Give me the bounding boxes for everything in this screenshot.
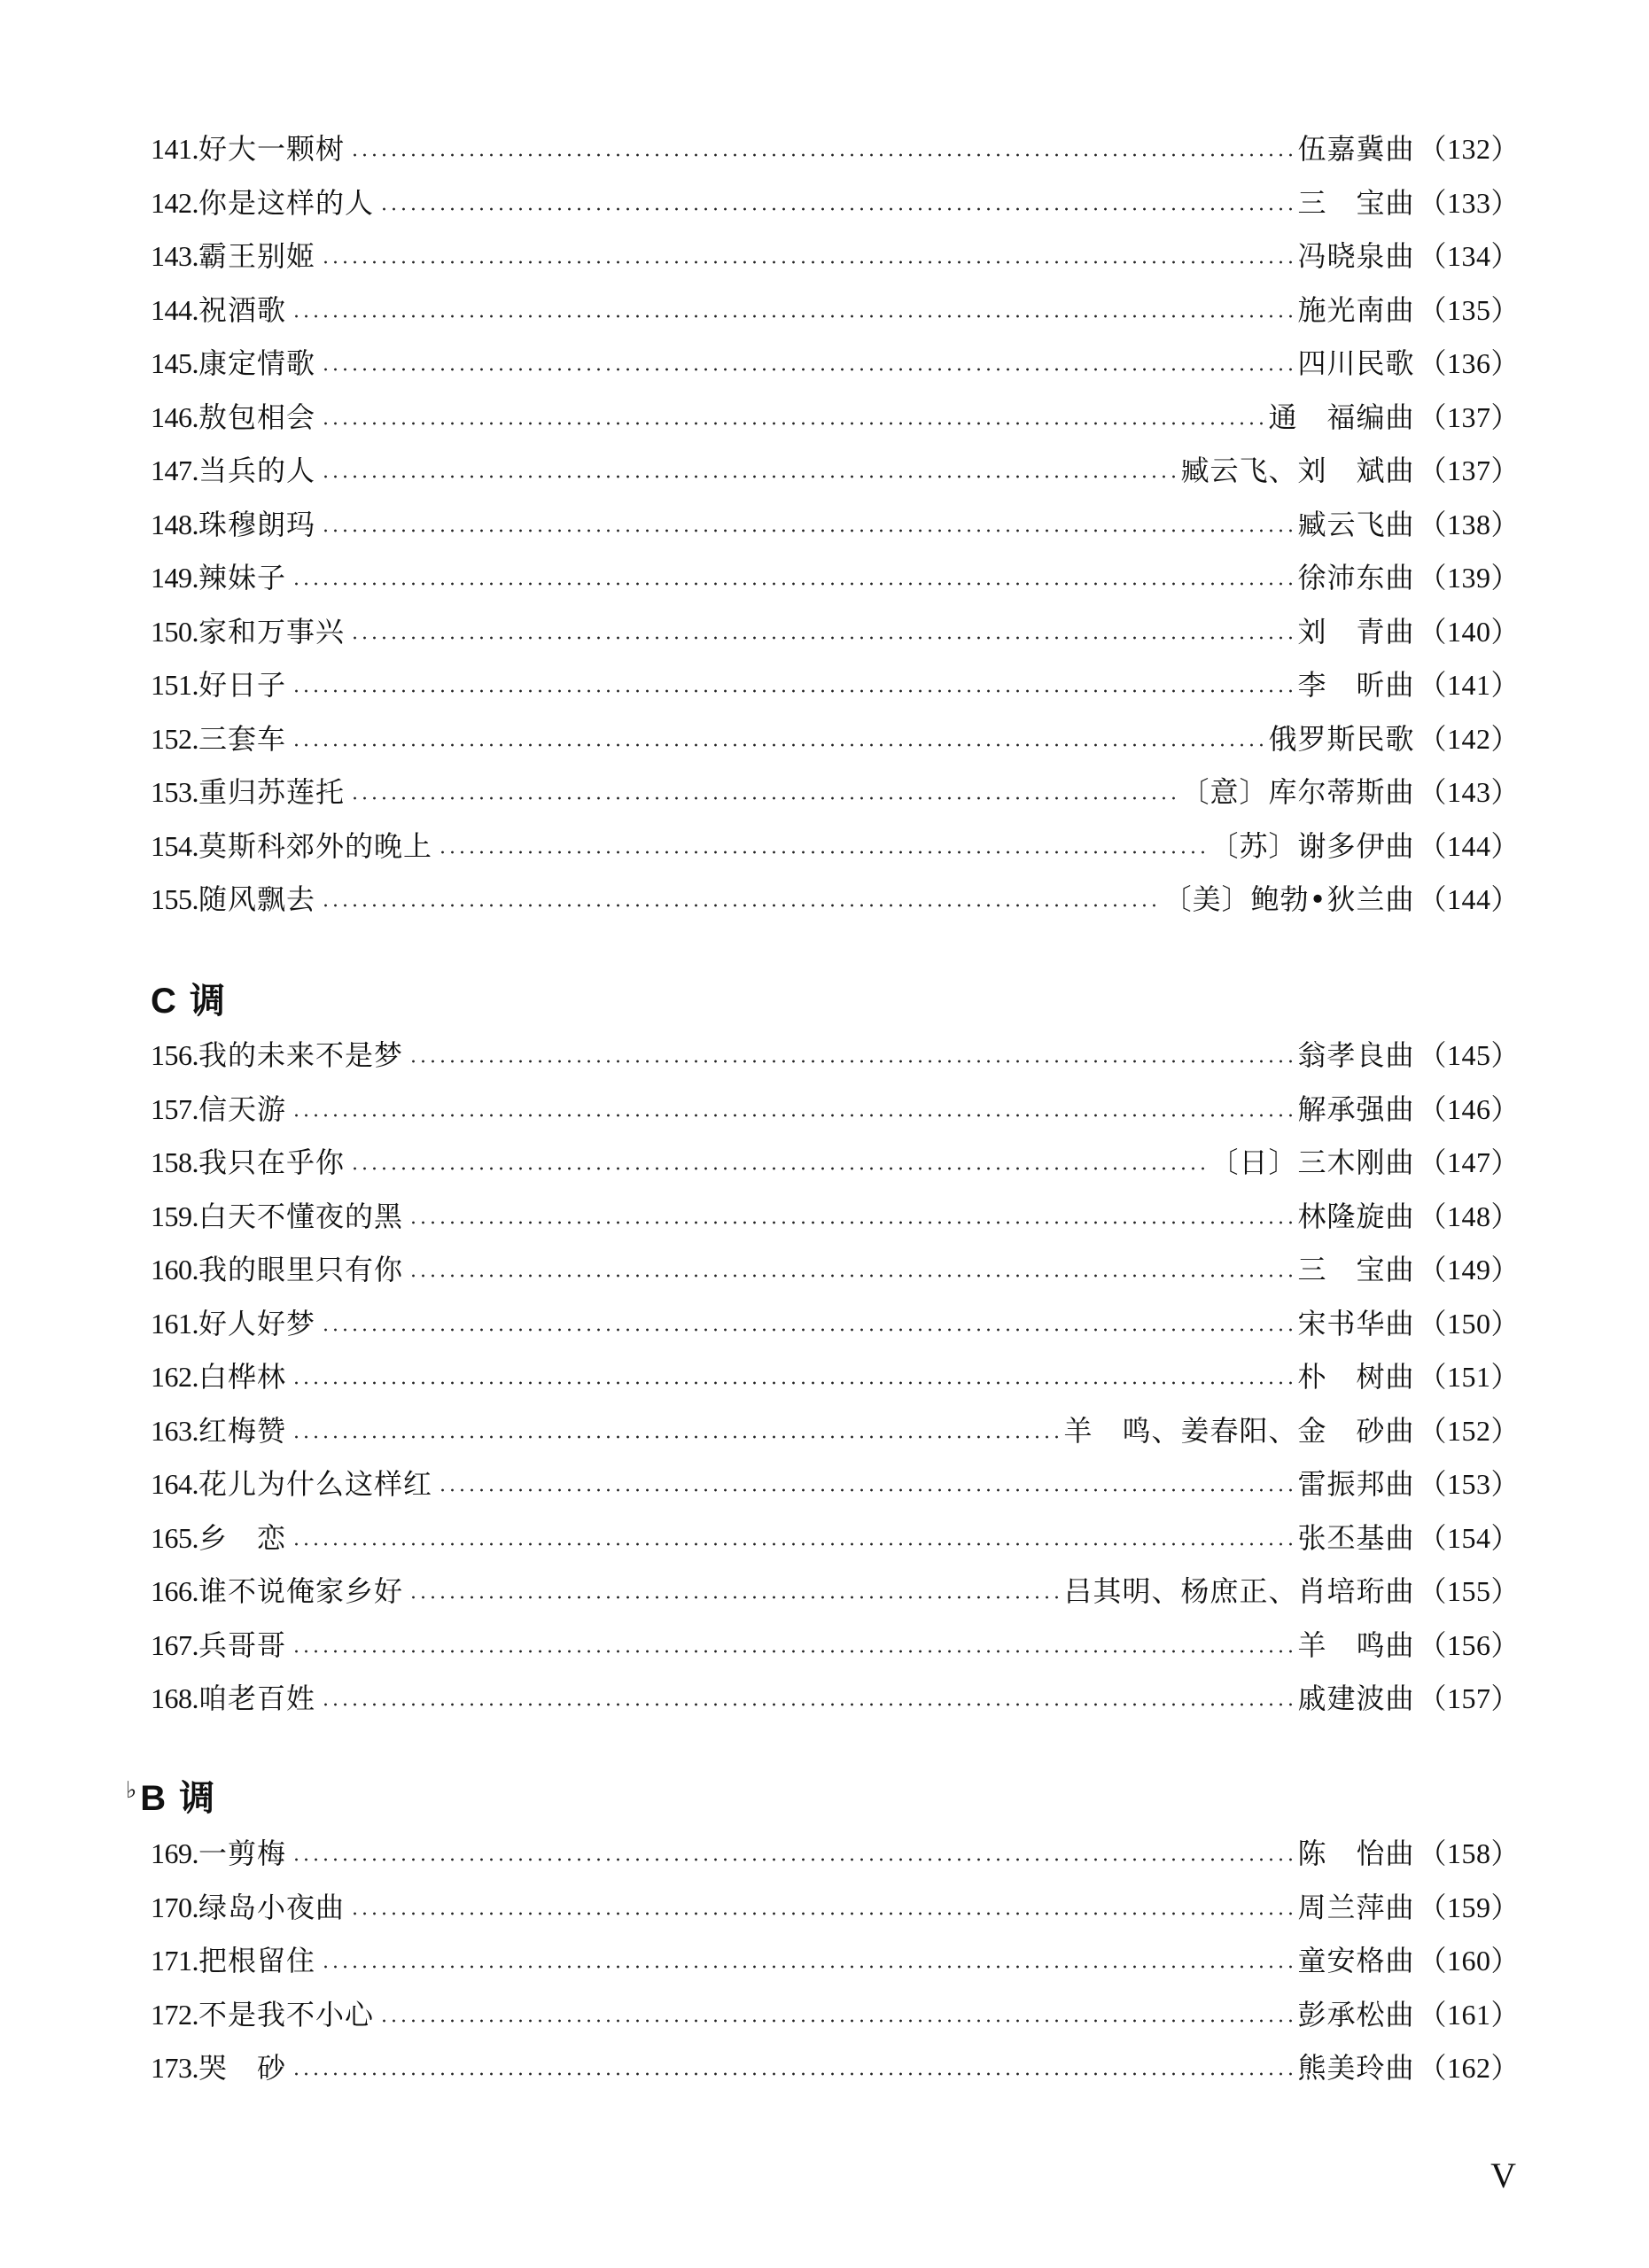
entry-composer: 熊美玲曲 (1297, 2051, 1415, 2085)
entry-title: 莫斯科郊外的晚上 (198, 828, 433, 863)
entry-page-ref: （138） (1418, 508, 1520, 540)
entry-page-ref: （136） (1418, 347, 1520, 379)
toc-entry[interactable] (151, 122, 1520, 176)
dot-leader (350, 1912, 1292, 1915)
dot-leader (292, 1542, 1292, 1546)
toc-entry[interactable] (151, 1565, 1520, 1619)
entry-composer: 李 昕曲 (1297, 668, 1415, 702)
entry-page-ref: （151） (1418, 1361, 1520, 1393)
entry-number: 142. (151, 186, 198, 219)
dot-leader (292, 2072, 1292, 2076)
entry-page-ref: （154） (1418, 1521, 1520, 1554)
entry-composer: 羊 鸣、姜春阳、金 砂曲 (1063, 1413, 1415, 1448)
entry-title: 霸王别姬 (198, 239, 316, 273)
dot-leader (321, 260, 1292, 264)
entry-title: 花儿为什么这样红 (198, 1467, 433, 1501)
entry-composer: 臧云飞曲 (1297, 507, 1415, 541)
toc-entry[interactable] (151, 284, 1520, 338)
entry-number: 144. (151, 293, 198, 326)
toc-entry[interactable] (151, 658, 1520, 712)
toc-section-3 (151, 1827, 1520, 2095)
entry-composer: 徐沛东曲 (1297, 561, 1415, 594)
entry-composer: 〔日〕三木刚曲 (1210, 1146, 1415, 1179)
entry-page-ref: （146） (1418, 1092, 1520, 1125)
entry-title: 祝酒歌 (198, 292, 287, 327)
entry-title: 随风飘去 (198, 882, 316, 916)
entry-title: 谁不说俺家乡好 (198, 1574, 404, 1608)
toc-entry[interactable] (151, 337, 1520, 391)
entry-composer: 彭承松曲 (1297, 1997, 1415, 2031)
entry-composer: 〔苏〕谢多伊曲 (1210, 828, 1415, 863)
entry-number: 168. (151, 1682, 198, 1714)
entry-composer: 戚建波曲 (1297, 1682, 1415, 1715)
dot-leader (350, 153, 1292, 157)
entry-number: 146. (151, 400, 198, 433)
toc-entry[interactable] (151, 1881, 1520, 1935)
entry-number: 141. (151, 133, 198, 165)
entry-title: 乡 恋 (198, 1520, 287, 1555)
dot-leader (292, 1650, 1292, 1653)
dot-leader (321, 475, 1175, 478)
toc-entry[interactable] (151, 229, 1520, 284)
toc-entry[interactable] (151, 1988, 1520, 2042)
entry-composer: 翁孝良曲 (1297, 1038, 1415, 1072)
entry-number: 147. (151, 454, 198, 486)
entry-composer: 臧云飞、刘 斌曲 (1180, 454, 1415, 487)
entry-page-ref: （148） (1418, 1200, 1520, 1232)
entry-page-ref: （149） (1418, 1254, 1520, 1285)
toc-entry[interactable] (151, 873, 1520, 927)
entry-composer: 三 宝曲 (1297, 185, 1415, 220)
dot-leader (438, 1488, 1292, 1492)
entry-title: 我的未来不是梦 (198, 1038, 404, 1072)
entry-composer: 解承强曲 (1297, 1091, 1415, 1126)
entry-page-ref: （161） (1418, 1998, 1520, 2031)
entry-number: 167. (151, 1628, 198, 1661)
entry-title: 白天不懂夜的黑 (198, 1199, 404, 1233)
entry-page-ref: （162） (1418, 2052, 1520, 2084)
toc-entry[interactable] (151, 391, 1520, 445)
entry-composer: 林隆旋曲 (1297, 1199, 1415, 1233)
dot-leader (379, 207, 1292, 211)
entry-number: 162. (151, 1361, 198, 1393)
dot-leader (350, 1167, 1204, 1170)
entry-number: 155. (151, 883, 198, 915)
dot-leader (408, 1596, 1058, 1599)
dot-leader (321, 529, 1292, 532)
entry-number: 152. (151, 722, 198, 755)
entry-number: 158. (151, 1146, 198, 1178)
entry-title: 好人好梦 (198, 1306, 316, 1340)
entry-title: 我只在乎你 (198, 1146, 346, 1179)
entry-page-ref: （159） (1418, 1891, 1520, 1923)
dot-leader (292, 1381, 1292, 1385)
entry-composer: 陈 怡曲 (1297, 1837, 1415, 1870)
section-heading-text: B 调 (140, 1779, 217, 1818)
entry-number: 150. (151, 615, 198, 648)
toc-entry[interactable] (151, 1136, 1520, 1190)
dot-leader (292, 743, 1263, 747)
entry-number: 173. (151, 2052, 198, 2084)
entry-page-ref: （152） (1418, 1414, 1520, 1447)
toc-entry[interactable] (151, 1672, 1520, 1726)
dot-leader (321, 1328, 1292, 1332)
entry-composer: 雷振邦曲 (1297, 1467, 1415, 1501)
toc-entry[interactable] (151, 819, 1520, 874)
entry-page-ref: （132） (1418, 133, 1520, 165)
dot-leader (292, 315, 1292, 318)
entry-number: 171. (151, 1945, 198, 1977)
entry-title: 康定情歌 (198, 346, 316, 380)
entry-title: 敖包相会 (198, 400, 316, 434)
entry-title: 绿岛小夜曲 (198, 1890, 346, 1924)
toc-entry[interactable] (151, 1619, 1520, 1673)
flat-sign: ♭ (126, 1776, 139, 1803)
dot-leader (292, 689, 1292, 693)
entry-page-ref: （153） (1418, 1468, 1520, 1500)
dot-leader (408, 1274, 1292, 1278)
section-heading-b-flat-key (126, 1770, 216, 1821)
entry-composer: 三 宝曲 (1297, 1253, 1415, 1286)
entry-number: 170. (151, 1891, 198, 1923)
entry-composer: 施光南曲 (1297, 292, 1415, 327)
entry-composer: 朴 树曲 (1297, 1360, 1415, 1394)
dot-leader (321, 904, 1158, 907)
toc-entry[interactable] (151, 712, 1520, 766)
toc-entry[interactable] (151, 1190, 1520, 1244)
entry-composer: 童安格曲 (1297, 1944, 1415, 1977)
entry-number: 156. (151, 1039, 198, 1071)
entry-page-ref: （139） (1418, 562, 1520, 594)
entry-page-ref: （135） (1418, 293, 1520, 326)
dot-leader (321, 1703, 1292, 1706)
toc-section-2 (151, 1029, 1520, 1726)
entry-title: 好日子 (198, 668, 287, 702)
toc-entry[interactable] (151, 1297, 1520, 1351)
dot-leader (292, 1435, 1058, 1439)
section-heading-c-key (151, 973, 227, 1023)
entry-title: 一剪梅 (198, 1837, 287, 1870)
page-number: V (1490, 2155, 1516, 2195)
entry-page-ref: （134） (1418, 240, 1520, 272)
entry-page-ref: （147） (1418, 1146, 1520, 1178)
toc-entry[interactable] (151, 1934, 1520, 1988)
toc-entry[interactable] (151, 765, 1520, 819)
entry-number: 169. (151, 1837, 198, 1869)
entry-composer: 张丕基曲 (1297, 1520, 1415, 1555)
entry-title: 哭 砂 (198, 2051, 287, 2085)
entry-number: 157. (151, 1092, 198, 1125)
entry-page-ref: （155） (1418, 1575, 1520, 1607)
entry-number: 149. (151, 562, 198, 594)
entry-composer: 四川民歌 (1297, 346, 1415, 380)
entry-composer: 周兰萍曲 (1297, 1890, 1415, 1924)
entry-number: 159. (151, 1200, 198, 1232)
entry-title: 好大一颗树 (198, 132, 346, 166)
entry-page-ref: （144） (1418, 829, 1520, 862)
entry-composer: 吕其明、杨庶正、肖培珩曲 (1063, 1574, 1415, 1608)
entry-page-ref: （160） (1418, 1945, 1520, 1977)
entry-title: 红梅赞 (198, 1413, 287, 1448)
entry-page-ref: （158） (1418, 1837, 1520, 1869)
dot-leader (438, 850, 1204, 854)
entry-page-ref: （144） (1418, 883, 1520, 915)
entry-composer: 俄罗斯民歌 (1268, 721, 1415, 756)
dot-leader (408, 1221, 1292, 1224)
entry-number: 143. (151, 240, 198, 272)
toc-entry[interactable] (151, 444, 1520, 498)
entry-title: 珠穆朗玛 (198, 507, 316, 541)
entry-title: 当兵的人 (198, 454, 316, 487)
entry-composer: 伍嘉冀曲 (1297, 132, 1415, 166)
entry-page-ref: （133） (1418, 186, 1520, 219)
toc-entry[interactable] (151, 1029, 1520, 1083)
dot-leader (321, 368, 1292, 371)
dot-leader (408, 1060, 1292, 1063)
entry-page-ref: （150） (1418, 1307, 1520, 1340)
entry-title: 家和万事兴 (198, 614, 346, 649)
entry-number: 172. (151, 1998, 198, 2031)
entry-number: 161. (151, 1307, 198, 1340)
entry-composer: 〔美〕鲍勃•狄兰曲 (1163, 882, 1415, 916)
entry-title: 兵哥哥 (198, 1627, 287, 1662)
entry-title: 白桦林 (198, 1360, 287, 1394)
toc-section-1 (151, 122, 1520, 927)
entry-number: 148. (151, 508, 198, 540)
entry-number: 160. (151, 1254, 198, 1285)
entry-number: 164. (151, 1468, 198, 1500)
toc-entry[interactable] (151, 1511, 1520, 1565)
entry-composer: 冯晓泉曲 (1297, 239, 1415, 273)
toc-entry[interactable] (151, 1243, 1520, 1297)
toc-entry[interactable] (151, 1457, 1520, 1511)
entry-title: 三套车 (198, 721, 287, 756)
toc-entry[interactable] (151, 1827, 1520, 1881)
entry-page-ref: （156） (1418, 1628, 1520, 1661)
dot-leader (350, 636, 1292, 640)
toc-entry[interactable] (151, 551, 1520, 605)
dot-leader (350, 796, 1175, 800)
entry-composer: 〔意〕库尔蒂斯曲 (1180, 775, 1415, 809)
toc-entry[interactable] (151, 498, 1520, 552)
section-heading-text: C 调 (151, 982, 227, 1021)
entry-number: 145. (151, 347, 198, 379)
entry-page-ref: （143） (1418, 776, 1520, 808)
toc-entry[interactable] (151, 1404, 1520, 1458)
entry-page-ref: （157） (1418, 1682, 1520, 1714)
entry-title: 信天游 (198, 1091, 287, 1126)
entry-page-ref: （141） (1418, 669, 1520, 701)
entry-title: 不是我不小心 (198, 1997, 375, 2031)
entry-title: 辣妹子 (198, 561, 287, 594)
dot-leader (292, 1114, 1292, 1117)
entry-number: 153. (151, 776, 198, 808)
dot-leader (321, 422, 1263, 425)
entry-composer: 宋书华曲 (1297, 1306, 1415, 1340)
entry-page-ref: （137） (1418, 454, 1520, 486)
entry-composer: 刘 青曲 (1297, 614, 1415, 649)
toc-entry[interactable] (151, 605, 1520, 659)
toc-entry[interactable] (151, 1350, 1520, 1404)
toc-entry[interactable] (151, 2041, 1520, 2095)
dot-leader (379, 2019, 1292, 2023)
entry-page-ref: （142） (1418, 722, 1520, 755)
dot-leader (321, 1965, 1292, 1969)
entry-number: 151. (151, 669, 198, 701)
entry-title: 你是这样的人 (198, 185, 375, 220)
toc-entry[interactable] (151, 176, 1520, 230)
entry-page-ref: （137） (1418, 400, 1520, 433)
entry-title: 重归苏莲托 (198, 775, 346, 809)
entry-number: 165. (151, 1521, 198, 1554)
entry-composer: 羊 鸣曲 (1297, 1627, 1415, 1662)
entry-number: 166. (151, 1575, 198, 1607)
toc-entry[interactable] (151, 1083, 1520, 1137)
dot-leader (292, 582, 1292, 586)
entry-title: 我的眼里只有你 (198, 1253, 404, 1286)
entry-title: 咱老百姓 (198, 1682, 316, 1715)
entry-composer: 通 福编曲 (1268, 400, 1415, 434)
entry-number: 163. (151, 1414, 198, 1447)
entry-number: 154. (151, 829, 198, 862)
dot-leader (292, 1858, 1292, 1861)
entry-page-ref: （145） (1418, 1039, 1520, 1071)
entry-page-ref: （140） (1418, 615, 1520, 648)
entry-title: 把根留住 (198, 1944, 316, 1977)
